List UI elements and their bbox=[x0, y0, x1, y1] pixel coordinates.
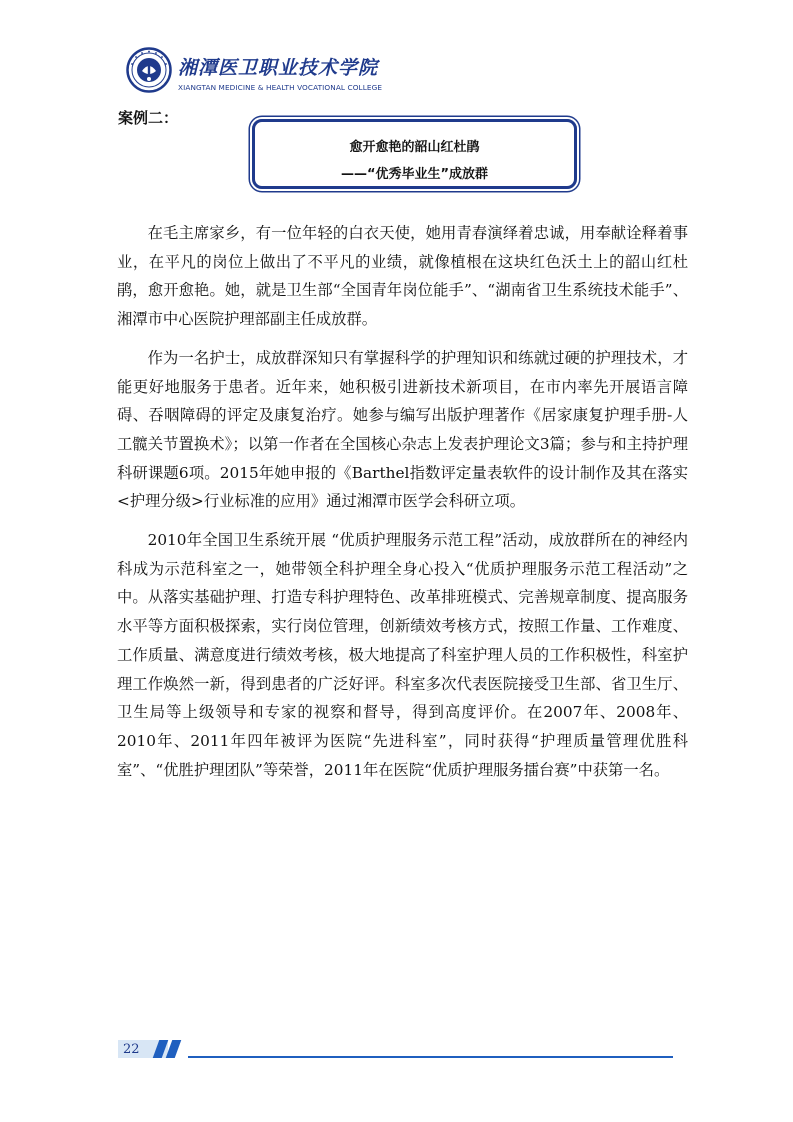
college-name-cn: 湘潭医卫职业技术学院 bbox=[178, 57, 379, 79]
paragraph-2: 作为一名护士，成放群深知只有掌握科学的护理知识和练就过硬的护理技术，才能更好地服务于患者。近年来，她积极引进新技术新项目，在市内率先开展语言障碍、吞咽障碍的评定及康复治疗。她参与编写出版护理著作《居家康复护理手册-人工髋关节置换术》；以第一作者在全国核心杂志上发表护理论文3篇；参与和主持护理科研课题6项。2015年她申报的《Barthel指数评定量表软件的设计制作及其在落实<护理分级>行业标准的应用》通过湘潭市医学会科研立项。 bbox=[117, 348, 688, 511]
article-body bbox=[117, 219, 688, 794]
paragraph-1: 在毛主席家乡，有一位年轻的白衣天使，她用青春演绎着忠诚，用奉献诠释着事业，在平凡的岗位上做出了不平凡的业绩，就像植根在这块红色沃土上的韶山红杜鹃，愈开愈艳。她，就是卫生部“全国青年岗位能手”、“湖南省卫生系统技术能手”、湘潭市中心医院护理部副主任成放群。 bbox=[117, 224, 688, 329]
article-subtitle: ——“优秀毕业生”成放群 bbox=[340, 167, 489, 182]
article-title: 愈开愈艳的韶山红杜鹃 bbox=[349, 140, 480, 155]
case-label: 案例二： bbox=[118, 109, 179, 127]
page-footer bbox=[118, 1038, 673, 1060]
title-box bbox=[252, 119, 577, 189]
college-name-en: XIANGTAN MEDICINE & HEALTH VOCATIONAL COLLEGE bbox=[178, 83, 383, 92]
page-header bbox=[126, 47, 386, 97]
footer-rule bbox=[188, 1056, 673, 1058]
footer-stripe bbox=[166, 1040, 182, 1058]
college-emblem-icon bbox=[126, 47, 172, 93]
paragraph-3: 2010年全国卫生系统开展 “优质护理服务示范工程”活动，成放群所在的神经内科成为示范科室之一，她带领全科护理全身心投入“优质护理服务示范工程活动”之中。从落实基础护理、打造专科护理特色、改革排班模式、完善规章制度、提高服务水平等方面积极探索，实行岗位管理，创新绩效考核方式，按照工作量、工作难度、工作质量、满意度进行绩效考核，极大地提高了科室护理人员的工作积极性，科室护理工作焕然一新，得到患者的广泛好评。科室多次代表医院接受卫生部、省卫生厅、卫生局等上级领导和专家的视察和督导，得到高度评价。在2007年、2008年、2010年、2011年四年被评为医院“先进科室”，同时获得“护理质量管理优胜科室”、“优胜护理团队”等荣誉，2011年在医院“优质护理服务擂台赛”中获第一名。 bbox=[117, 531, 688, 779]
page-number: 22 bbox=[123, 1042, 140, 1057]
college-name-block bbox=[178, 53, 382, 92]
